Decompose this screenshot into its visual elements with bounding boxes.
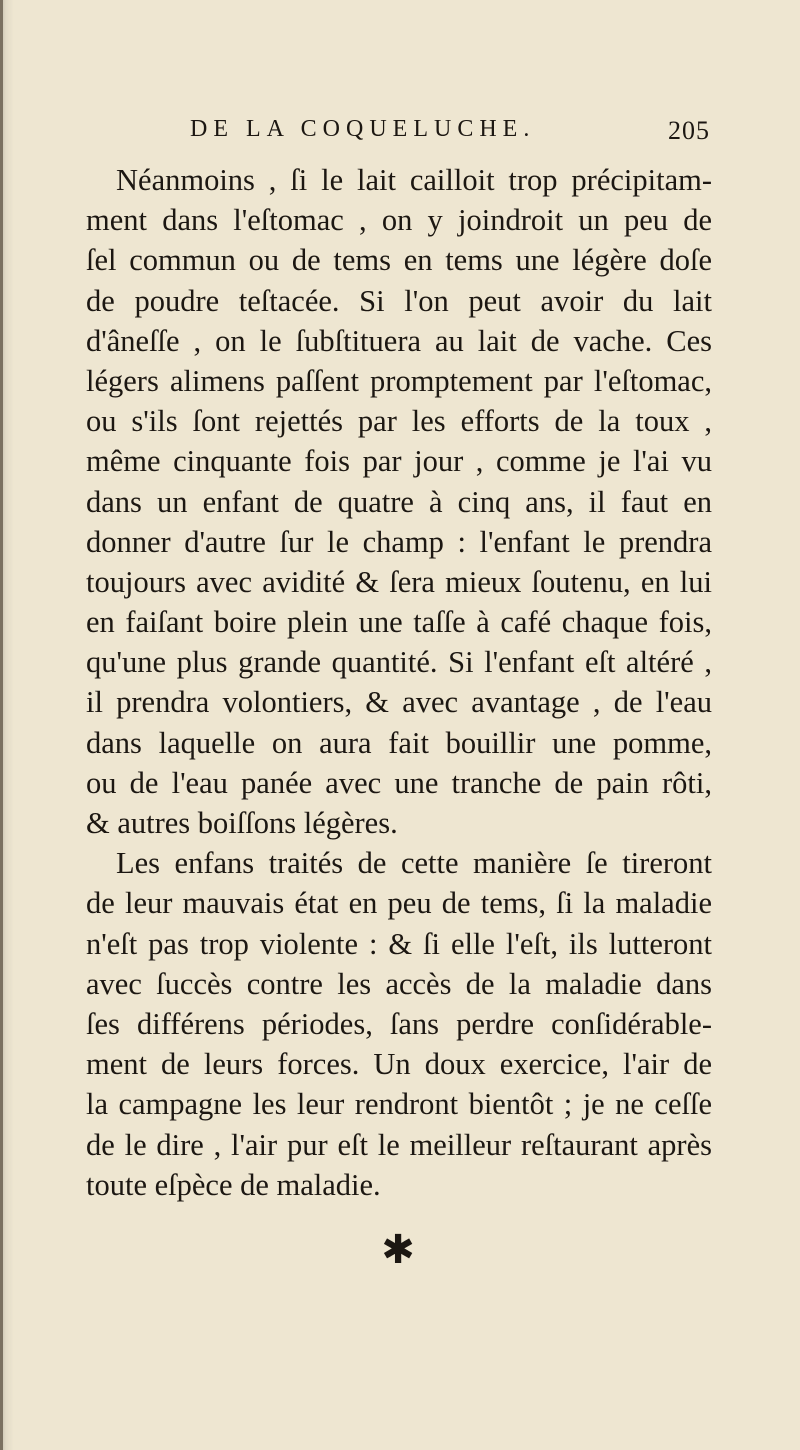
text-line: n'eſt pas trop violente : & ſi elle l'eſt, ils lutteront [86, 926, 712, 961]
running-title: DE LA COQUELUCHE. [190, 116, 536, 142]
text-line: donner d'autre ſur le champ : l'enfant le prendra [86, 524, 712, 559]
text-line: avec ſuccès contre les accès de la maladie dans [86, 966, 712, 1001]
text-line: Néanmoins , ſi le lait cailloit trop précipitam- [116, 163, 712, 197]
text-line: toute eſpèce de maladie. [86, 1167, 381, 1202]
text-line: ſel commun ou de tems en tems une légère doſe [86, 243, 712, 278]
text-line: la campagne les leur rendront bientôt ; je ne ceſſe [86, 1087, 712, 1122]
text-line: dans un enfant de quatre à cinq ans, il faut en [86, 484, 712, 519]
text-line: ment de leurs forces. Un doux exercice, l'air de [86, 1047, 712, 1082]
text-line: dans laquelle on aura fait bouillir une pomme, [86, 725, 712, 760]
text-line: ment dans l'eſtomac , on y joindroit un peu de [86, 203, 712, 238]
asterisk-ornament-icon: ✱ [381, 1227, 415, 1273]
text-line: toujours avec avidité & ſera mieux ſoutenu, en lui [86, 564, 712, 599]
text-line: de le dire , l'air pur eſt le meilleur reſtaurant après [86, 1127, 712, 1162]
text-line: ou s'ils ſont rejettés par les efforts de la toux , [86, 404, 712, 439]
text-line: de poudre teſtacée. Si l'on peut avoir du lait [86, 283, 712, 318]
text-line: même cinquante fois par jour , comme je l'ai vu [86, 444, 712, 479]
text-line: en faiſant boire plein une taſſe à café chaque fois, [86, 605, 712, 640]
paragraph-1 [86, 160, 712, 843]
text-line: ou de l'eau panée avec une tranche de pain rôti, [86, 765, 712, 800]
text-line: Les enfans traités de cette manière ſe tireront [116, 846, 712, 881]
text-line: qu'une plus grande quantité. Si l'enfant eſt altéré , [86, 645, 712, 680]
running-header [190, 112, 710, 152]
text-line: & autres boiſſons légères. [86, 806, 398, 840]
text-line: ſes différens périodes, ſans perdre conſidérable- [86, 1006, 712, 1041]
body-text [86, 160, 712, 1205]
text-line: légers alimens paſſent promptement par l'eſtomac, [86, 363, 712, 398]
page-spine-edge [0, 0, 3, 1450]
page-number: 205 [668, 116, 710, 145]
text-line: de leur mauvais état en peu de tems, ſi la maladie [86, 886, 712, 921]
paragraph-2 [86, 843, 712, 1205]
text-line: d'âneſſe , on le ſubſtituera au lait de vache. Ces [86, 323, 712, 358]
text-line: il prendra volontiers, & avec avantage , de l'eau [86, 685, 712, 720]
